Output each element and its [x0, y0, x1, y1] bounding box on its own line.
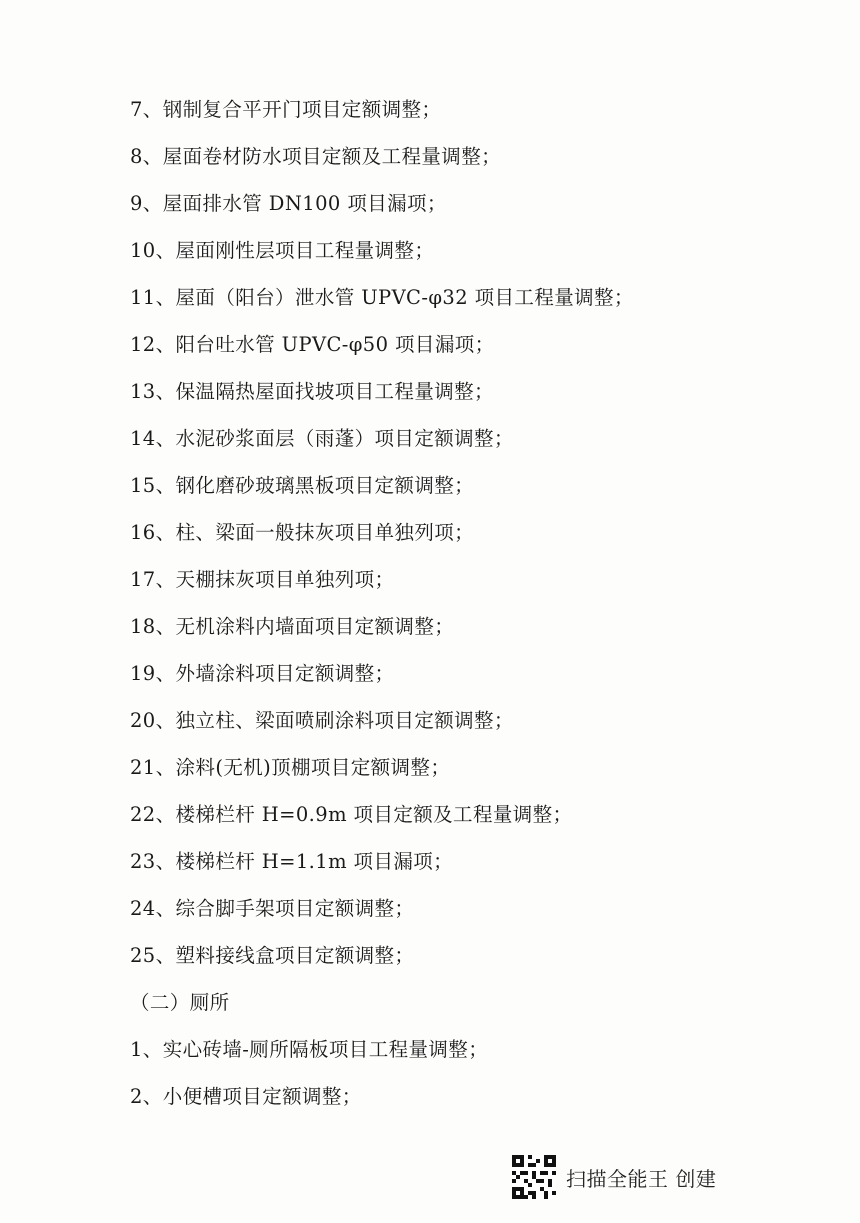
- list-item: 8、屋面卷材防水项目定额及工程量调整；: [130, 145, 502, 168]
- list-item: 10、屋面刚性层项目工程量调整；: [130, 239, 435, 262]
- list-item: 16、柱、梁面一般抹灰项目单独列项；: [130, 521, 475, 544]
- list-item: 15、钢化磨砂玻璃黑板项目定额调整；: [130, 474, 475, 497]
- list-item: 11、屋面（阳台）泄水管 UPVC-φ32 项目工程量调整；: [130, 286, 634, 309]
- list-item: 23、楼梯栏杆 H=1.1m 项目漏项；: [130, 850, 454, 873]
- qr-code-icon: [512, 1155, 556, 1199]
- list-item: 14、水泥砂浆面层（雨蓬）项目定额调整；: [130, 427, 514, 450]
- list-item: 19、外墙涂料项目定额调整；: [130, 662, 395, 685]
- list-item: 7、钢制复合平开门项目定额调整；: [130, 98, 442, 121]
- list-item: 24、综合脚手架项目定额调整；: [130, 897, 415, 920]
- list-item: 21、涂料(无机)顶棚项目定额调整；: [130, 756, 451, 779]
- section-heading: （二）厕所: [130, 991, 230, 1014]
- list-item: 1、实心砖墙-厕所隔板项目工程量调整；: [130, 1038, 489, 1061]
- watermark-text: 扫描全能王 创建: [566, 1166, 717, 1191]
- list-item: 12、阳台吐水管 UPVC-φ50 项目漏项；: [130, 333, 495, 356]
- list-item: 2、小便槽项目定额调整；: [130, 1085, 362, 1108]
- list-item: 9、屋面排水管 DN100 项目漏项；: [130, 192, 447, 215]
- list-item: 25、塑料接线盒项目定额调整；: [130, 944, 415, 967]
- list-item: 22、楼梯栏杆 H=0.9m 项目定额及工程量调整；: [130, 803, 573, 826]
- list-item: 13、保温隔热屋面找坡项目工程量调整；: [130, 380, 494, 403]
- list-item: 18、无机涂料内墙面项目定额调整；: [130, 615, 455, 638]
- list-item: 20、独立柱、梁面喷刷涂料项目定额调整；: [130, 709, 514, 732]
- list-item: 17、天棚抹灰项目单独列项；: [130, 568, 395, 591]
- scanner-watermark: [512, 1155, 716, 1199]
